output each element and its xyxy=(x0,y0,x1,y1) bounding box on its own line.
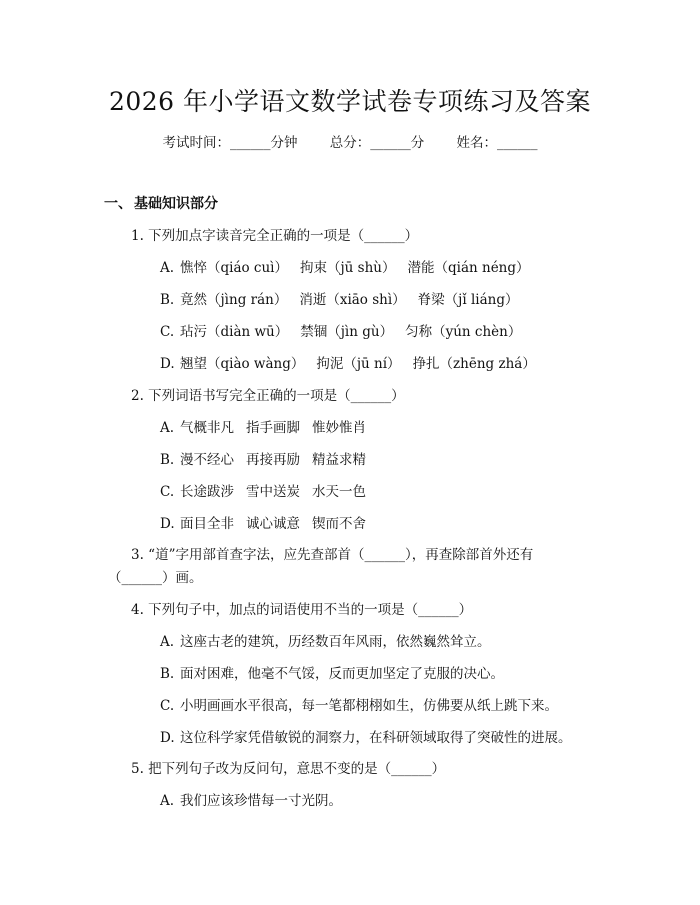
option-item: 气概非凡 xyxy=(180,420,234,436)
option-letter: C. xyxy=(160,324,175,340)
option-item: 面目全非 xyxy=(180,516,234,532)
exam-meta xyxy=(0,131,700,151)
option-letter: A. xyxy=(160,634,175,650)
question-5-stem: 5. 把下列句子改为反问句，意思不变的是（______） xyxy=(131,761,446,777)
option-item: 匀称（yún chèn） xyxy=(405,324,522,340)
question-4-stem: 4. 下列句子中，加点的词语使用不当的一项是（______） xyxy=(131,602,473,618)
option-letter: C. xyxy=(160,698,175,714)
option-item: 竟然（jìng rán） xyxy=(180,292,288,308)
exam-time: 考试时间：______分钟 xyxy=(162,135,298,151)
question-3-stem: 3. “道”字用部首查字法，应先查部首（______），再查除部首外还有 xyxy=(131,547,534,563)
question-2-option-a xyxy=(160,416,366,436)
option-item: 锲而不舍 xyxy=(312,516,366,532)
page-title: 2026 年小学语文数学试卷专项练习及答案 xyxy=(108,87,592,116)
option-item: 小明画画水平很高，每一笔都栩栩如生，仿佛要从纸上跳下来。 xyxy=(180,698,558,714)
option-item: 潜能（qián néng） xyxy=(407,260,530,276)
option-item: 脊梁（jǐ liáng） xyxy=(417,292,519,308)
question-4-option-a xyxy=(160,630,491,650)
option-letter: B. xyxy=(160,292,175,308)
section-number: 一、 xyxy=(104,196,132,212)
option-item: 玷污（diàn wū） xyxy=(180,324,289,340)
question-2-option-d xyxy=(160,512,366,532)
option-item: 惟妙惟肖 xyxy=(312,420,366,436)
option-item: 这位科学家凭借敏锐的洞察力，在科研领域取得了突破性的进展。 xyxy=(180,730,572,746)
option-letter: D. xyxy=(160,516,175,532)
option-letter: A. xyxy=(160,793,175,809)
option-letter: A. xyxy=(160,420,175,436)
question-1-option-c xyxy=(160,320,521,340)
option-item: 精益求精 xyxy=(312,452,366,468)
option-letter: D. xyxy=(160,356,175,372)
question-1-option-d xyxy=(160,352,536,372)
option-item: 禁锢（jìn gù） xyxy=(300,324,394,340)
question-4-option-d xyxy=(160,726,572,746)
option-item: 长途跋涉 xyxy=(180,484,234,500)
exam-score: 总分：______分 xyxy=(329,135,425,151)
option-item: 这座古老的建筑，历经数百年风雨，依然巍然耸立。 xyxy=(180,634,491,650)
question-2-option-b xyxy=(160,448,366,468)
option-letter: B. xyxy=(160,452,175,468)
option-item: 翘望（qiào wàng） xyxy=(180,356,305,372)
question-1-stem: 1. 下列加点字读音完全正确的一项是（______） xyxy=(131,228,419,244)
option-item: 诚心诚意 xyxy=(246,516,300,532)
section-label: 基础知识部分 xyxy=(134,196,218,212)
question-4-option-b xyxy=(160,662,504,682)
option-item: 水天一色 xyxy=(312,484,366,500)
option-letter: C. xyxy=(160,484,175,500)
option-item: 再接再励 xyxy=(246,452,300,468)
question-3-stem-continued: （______）画。 xyxy=(108,570,203,586)
question-2-option-c xyxy=(160,480,366,500)
option-item: 拘泥（jū ní） xyxy=(316,356,401,372)
question-2-stem: 2. 下列词语书写完全正确的一项是（______） xyxy=(131,388,405,404)
option-item: 挣扎（zhēng zhá） xyxy=(412,356,536,372)
option-letter: B. xyxy=(160,666,175,682)
section-heading xyxy=(104,193,218,213)
option-item: 指手画脚 xyxy=(246,420,300,436)
option-item: 我们应该珍惜每一寸光阴。 xyxy=(180,793,342,809)
option-item: 漫不经心 xyxy=(180,452,234,468)
option-item: 面对困难，他毫不气馁，反而更加坚定了克服的决心。 xyxy=(180,666,504,682)
question-4-option-c xyxy=(160,694,558,714)
option-letter: A. xyxy=(160,260,175,276)
option-item: 拘束（jū shù） xyxy=(300,260,396,276)
option-item: 消逝（xiāo shì） xyxy=(299,292,406,308)
option-letter: D. xyxy=(160,730,175,746)
option-item: 憔悴（qiáo cuì） xyxy=(180,260,288,276)
question-5-option-a xyxy=(160,789,342,809)
question-1-option-a xyxy=(160,256,530,276)
student-name: 姓名：______ xyxy=(456,135,538,151)
option-item: 雪中送炭 xyxy=(246,484,300,500)
question-1-option-b xyxy=(160,288,519,308)
